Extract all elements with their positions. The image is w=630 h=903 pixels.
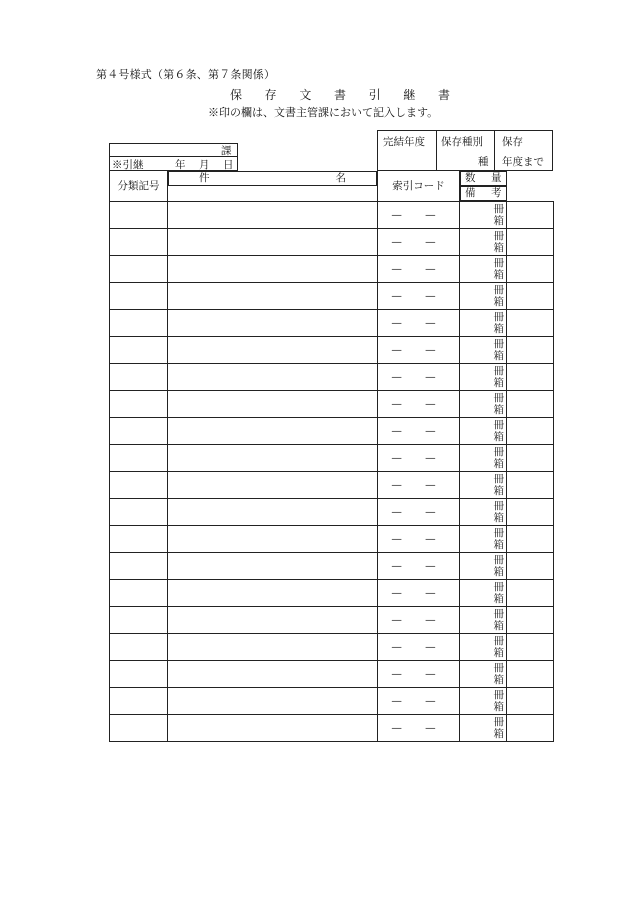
cell-index-code[interactable]: — — [378, 255, 460, 282]
cell-index-code[interactable]: — — [378, 417, 460, 444]
cell-classification[interactable] [110, 390, 168, 417]
table-row [110, 390, 554, 417]
cell-remarks[interactable] [507, 444, 554, 471]
unit-boxes-label: 箱 [493, 349, 504, 362]
table-row [110, 444, 554, 471]
unit-boxes-label: 箱 [493, 700, 504, 713]
cell-quantity[interactable] [460, 471, 507, 498]
title-char: 保 [230, 88, 243, 102]
cell-subject[interactable] [168, 525, 378, 552]
cell-remarks[interactable] [507, 660, 554, 687]
cell-quantity[interactable] [460, 714, 507, 741]
unit-books-label: 冊 [493, 580, 504, 593]
unit-books-label: 冊 [493, 715, 504, 728]
table-row [110, 579, 554, 606]
form-number: 第４号様式（第６条、第７条関係） [96, 68, 276, 81]
table-header-row [110, 171, 554, 202]
cell-classification[interactable] [110, 498, 168, 525]
unit-boxes-label: 箱 [493, 295, 504, 308]
cell-remarks[interactable] [507, 498, 554, 525]
cell-remarks[interactable] [507, 471, 554, 498]
cell-remarks[interactable] [507, 228, 554, 255]
cell-remarks[interactable] [507, 579, 554, 606]
title-char: 継 [403, 88, 416, 102]
unit-boxes-label: 箱 [493, 538, 504, 551]
unit-boxes-label: 箱 [493, 673, 504, 686]
cell-quantity[interactable] [460, 606, 507, 633]
cell-quantity[interactable] [460, 390, 507, 417]
cell-remarks[interactable] [507, 201, 554, 228]
cell-classification[interactable] [110, 363, 168, 390]
cell-quantity[interactable] [460, 309, 507, 336]
col-index-code: 索引コード [378, 171, 460, 202]
unit-books-label: 冊 [493, 445, 504, 458]
cell-subject[interactable] [168, 201, 378, 228]
retention-period-unit: 年度まで [502, 156, 544, 168]
cell-classification[interactable] [110, 660, 168, 687]
cell-subject[interactable] [168, 228, 378, 255]
completion-year-label: 完結年度 [383, 136, 425, 148]
cell-remarks[interactable] [507, 525, 554, 552]
cell-classification[interactable] [110, 525, 168, 552]
cell-quantity[interactable] [460, 444, 507, 471]
table-row [110, 417, 554, 444]
col-remarks-a: 備 [465, 186, 476, 199]
unit-boxes-label: 箱 [493, 619, 504, 632]
cell-quantity[interactable] [460, 417, 507, 444]
cell-remarks[interactable] [507, 606, 554, 633]
unit-boxes-label: 箱 [493, 646, 504, 659]
cell-remarks[interactable] [507, 282, 554, 309]
unit-books-label: 冊 [493, 202, 504, 215]
unit-boxes-label: 箱 [493, 376, 504, 389]
cell-subject[interactable] [168, 687, 378, 714]
transfer-month-label: 月 [199, 159, 210, 171]
cell-quantity[interactable] [460, 282, 507, 309]
cell-quantity[interactable] [460, 228, 507, 255]
unit-books-label: 冊 [493, 256, 504, 269]
cell-index-code[interactable]: — — [378, 228, 460, 255]
col-remarks [460, 186, 507, 201]
unit-boxes-label: 箱 [493, 430, 504, 443]
cell-index-code[interactable]: — — [378, 282, 460, 309]
unit-boxes-label: 箱 [493, 484, 504, 497]
cell-quantity[interactable] [460, 336, 507, 363]
cell-index-code[interactable]: — — [378, 390, 460, 417]
col-subject-left: 件 [199, 171, 210, 184]
cell-subject[interactable] [168, 336, 378, 363]
cell-remarks[interactable] [507, 687, 554, 714]
col-quantity [460, 171, 507, 186]
unit-books-label: 冊 [493, 688, 504, 701]
cell-remarks[interactable] [507, 714, 554, 741]
table-row [110, 363, 554, 390]
cell-index-code[interactable]: — — [378, 606, 460, 633]
unit-boxes-label: 箱 [493, 565, 504, 578]
cell-remarks[interactable] [507, 552, 554, 579]
cell-subject[interactable] [168, 363, 378, 390]
cell-classification[interactable] [110, 309, 168, 336]
cell-quantity[interactable] [460, 255, 507, 282]
retention-period-label: 保存 [502, 136, 523, 148]
unit-books-label: 冊 [493, 553, 504, 566]
cell-subject[interactable] [168, 390, 378, 417]
cell-quantity[interactable] [460, 579, 507, 606]
transfer-table [109, 170, 554, 742]
title-char: 引 [368, 88, 381, 102]
unit-books-label: 冊 [493, 283, 504, 296]
retention-type-unit: 種 [478, 156, 489, 168]
section-label: 課 [221, 145, 232, 157]
cell-subject[interactable] [168, 417, 378, 444]
cell-index-code[interactable]: — — [378, 687, 460, 714]
cell-remarks[interactable] [507, 390, 554, 417]
unit-books-label: 冊 [493, 607, 504, 620]
table-row [110, 633, 554, 660]
cell-classification[interactable] [110, 444, 168, 471]
unit-books-label: 冊 [493, 661, 504, 674]
unit-boxes-label: 箱 [493, 403, 504, 416]
table-row [110, 606, 554, 633]
cell-subject[interactable] [168, 606, 378, 633]
unit-boxes-label: 箱 [493, 727, 504, 740]
cell-classification[interactable] [110, 606, 168, 633]
cell-index-code[interactable]: — — [378, 471, 460, 498]
col-quantity-a: 数 [465, 171, 476, 184]
cell-quantity[interactable] [460, 525, 507, 552]
table-row [110, 498, 554, 525]
cell-subject[interactable] [168, 552, 378, 579]
unit-boxes-label: 箱 [493, 241, 504, 254]
document-title [230, 86, 450, 103]
cell-classification[interactable] [110, 633, 168, 660]
cell-subject[interactable] [168, 309, 378, 336]
cell-subject[interactable] [168, 282, 378, 309]
unit-books-label: 冊 [493, 229, 504, 242]
cell-quantity[interactable] [460, 201, 507, 228]
unit-boxes-label: 箱 [493, 457, 504, 470]
col-quantity-b: 量 [491, 171, 502, 184]
cell-index-code[interactable]: — — [378, 498, 460, 525]
table-row [110, 552, 554, 579]
retention-divider-2 [494, 130, 495, 171]
col-subject-right: 名 [335, 171, 346, 184]
cell-index-code[interactable]: — — [378, 201, 460, 228]
unit-books-label: 冊 [493, 310, 504, 323]
note-text: ※印の欄は、文書主管課において記入します。 [208, 106, 439, 119]
cell-remarks[interactable] [507, 336, 554, 363]
transfer-day-label: 日 [223, 159, 234, 171]
table-row [110, 687, 554, 714]
cell-classification[interactable] [110, 336, 168, 363]
cell-quantity[interactable] [460, 660, 507, 687]
cell-classification[interactable] [110, 687, 168, 714]
unit-books-label: 冊 [493, 337, 504, 350]
cell-classification[interactable] [110, 228, 168, 255]
cell-subject[interactable] [168, 498, 378, 525]
cell-classification[interactable] [110, 282, 168, 309]
cell-index-code[interactable]: — — [378, 579, 460, 606]
col-classification: 分類記号 [110, 171, 168, 202]
retention-divider-1 [436, 130, 437, 171]
cell-index-code[interactable]: — — [378, 444, 460, 471]
cell-remarks[interactable] [507, 255, 554, 282]
table-row [110, 282, 554, 309]
table-row [110, 525, 554, 552]
table-row [110, 201, 554, 228]
title-char: 書 [437, 88, 450, 102]
table-row [110, 255, 554, 282]
cell-subject[interactable] [168, 714, 378, 741]
cell-remarks[interactable] [507, 417, 554, 444]
table-row [110, 336, 554, 363]
col-remarks-b: 考 [491, 186, 502, 199]
cell-quantity[interactable] [460, 363, 507, 390]
cell-index-code[interactable]: — — [378, 309, 460, 336]
cell-classification[interactable] [110, 201, 168, 228]
cell-subject[interactable] [168, 255, 378, 282]
table-row [110, 660, 554, 687]
cell-remarks[interactable] [507, 309, 554, 336]
cell-remarks[interactable] [507, 363, 554, 390]
title-char: 存 [264, 88, 277, 102]
cell-classification[interactable] [110, 714, 168, 741]
cell-index-code[interactable]: — — [378, 363, 460, 390]
unit-books-label: 冊 [493, 499, 504, 512]
table-row [110, 309, 554, 336]
unit-boxes-label: 箱 [493, 268, 504, 281]
title-char: 文 [299, 88, 312, 102]
cell-quantity[interactable] [460, 633, 507, 660]
cell-index-code[interactable]: — — [378, 633, 460, 660]
cell-classification[interactable] [110, 552, 168, 579]
table-row [110, 471, 554, 498]
unit-books-label: 冊 [493, 418, 504, 431]
cell-classification[interactable] [110, 255, 168, 282]
retention-type-label: 保存種別 [441, 136, 483, 148]
transfer-year-label: 年 [175, 159, 186, 171]
cell-quantity[interactable] [460, 552, 507, 579]
cell-subject[interactable] [168, 471, 378, 498]
cell-subject[interactable] [168, 660, 378, 687]
cell-subject[interactable] [168, 579, 378, 606]
unit-books-label: 冊 [493, 472, 504, 485]
cell-index-code[interactable]: — — [378, 336, 460, 363]
cell-index-code[interactable]: — — [378, 714, 460, 741]
unit-books-label: 冊 [493, 364, 504, 377]
cell-quantity[interactable] [460, 687, 507, 714]
table-row [110, 228, 554, 255]
unit-boxes-label: 箱 [493, 592, 504, 605]
title-char: 書 [333, 88, 346, 102]
unit-books-label: 冊 [493, 526, 504, 539]
cell-classification[interactable] [110, 417, 168, 444]
cell-index-code[interactable]: — — [378, 525, 460, 552]
cell-index-code[interactable]: — — [378, 552, 460, 579]
unit-boxes-label: 箱 [493, 322, 504, 335]
unit-books-label: 冊 [493, 634, 504, 647]
cell-index-code[interactable]: — — [378, 660, 460, 687]
cell-subject[interactable] [168, 444, 378, 471]
unit-boxes-label: 箱 [493, 214, 504, 227]
cell-remarks[interactable] [507, 633, 554, 660]
cell-quantity[interactable] [460, 498, 507, 525]
unit-boxes-label: 箱 [493, 511, 504, 524]
unit-books-label: 冊 [493, 391, 504, 404]
col-subject [168, 171, 377, 186]
transfer-label: ※引継 [112, 159, 144, 171]
cell-classification[interactable] [110, 471, 168, 498]
cell-classification[interactable] [110, 579, 168, 606]
table-row [110, 714, 554, 741]
cell-subject[interactable] [168, 633, 378, 660]
